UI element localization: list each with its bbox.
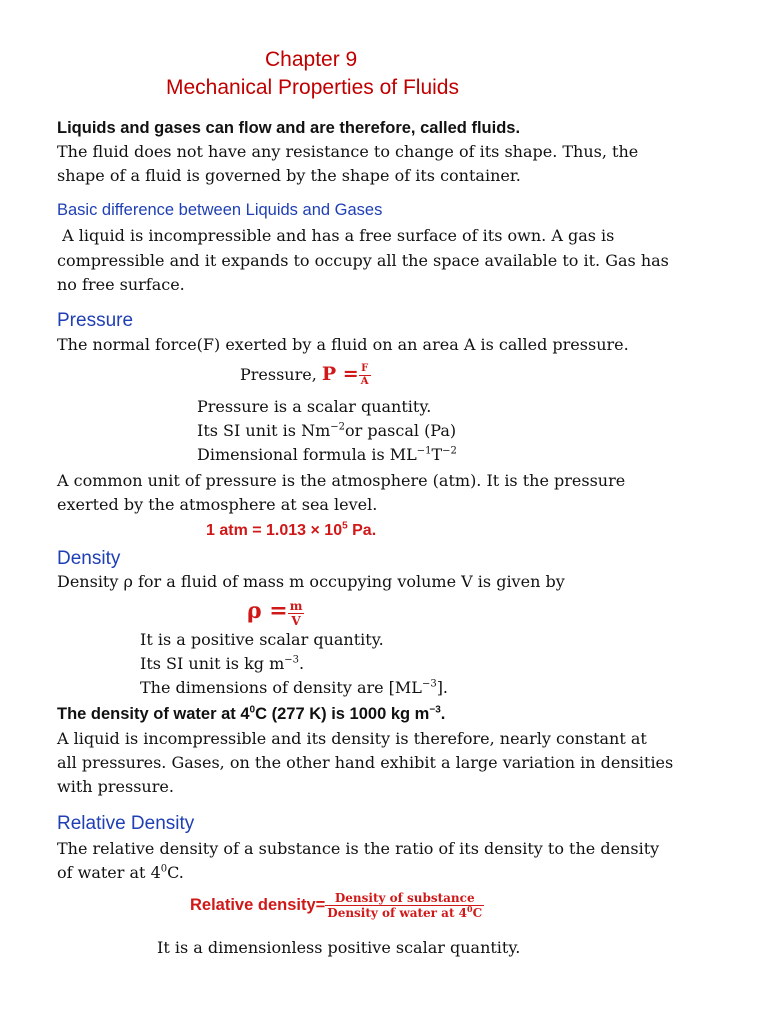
relative-density-denominator [325,906,484,919]
basic-line-1: A liquid is incompressible and has a free surface of its own. A gas is [57,226,615,245]
pressure-definition: The normal force(F) exerted by a fluid on an area A is called pressure. [57,335,629,354]
density-scalar-note: It is a positive scalar quantity. [140,630,384,649]
pressure-dim-exponent-1: −1 [416,445,432,457]
density-definition: Density ρ for a fluid of mass m occupying volume V is given by [57,572,565,591]
intro-line-2: shape of a fluid is governed by the shape of its container. [57,166,521,185]
relative-line-2-unit: C. [167,863,184,882]
pressure-formula-label: Pressure, [240,365,322,384]
pressure-fraction [359,364,371,387]
density-si-text: Its SI unit is kg m [140,654,285,673]
water-density-period: . [440,705,446,723]
density-line-3: with pressure. [57,777,174,796]
pressure-formula-lhs: P = [321,363,359,385]
basic-difference-heading: Basic difference between Liquids and Gases [57,201,383,219]
pressure-si-exponent: −2 [330,421,345,433]
pressure-dim-exponent-2: −2 [442,445,457,457]
atm-equation-text: 1 atm = 1.013 × 10 [206,522,343,539]
relative-density-denominator-degree: 0 [467,904,473,914]
water-density-degree: 0 [249,704,256,716]
basic-line-3: no free surface. [57,275,185,294]
atm-equation [206,521,376,541]
pressure-dim-t: T [431,445,443,464]
pressure-scalar-note: Pressure is a scalar quantity. [197,397,432,416]
density-dimensions [140,678,448,698]
relative-density-formula [190,884,484,926]
pressure-formula [240,355,371,394]
atm-equation-unit: Pa. [347,522,377,539]
intro-bold-statement: Liquids and gases can flow and are therefore, called fluids. [57,119,521,137]
water-density-value: C (277 K) is 1000 kg m [255,705,430,723]
density-dim-text: The dimensions of density are [ML [140,678,422,697]
relative-density-note: It is a dimensionless positive scalar quantity. [157,938,521,957]
intro-line-1: The fluid does not have any resistance to change of its shape. Thus, the [57,142,639,161]
density-dim-exponent: −3 [421,678,437,690]
pressure-heading: Pressure [57,310,134,331]
relative-line-2-degree: 0 [160,863,168,875]
density-heading: Density [57,548,121,569]
relative-density-heading: Relative Density [57,813,195,834]
density-si-post: . [299,654,305,673]
density-si-exponent: −3 [284,654,300,666]
pressure-dim-text: Dimensional formula is ML [197,445,417,464]
water-density-text: The density of water at 4 [57,705,250,723]
pressure-si-unit [197,421,456,441]
density-line-2: all pressures. Gases, on the other hand exhibit a large variation in densities [57,753,674,772]
density-dim-post: ]. [436,678,449,697]
relative-density-numerator: Density of substance [325,892,484,906]
density-formula-lhs: ρ = [247,598,288,624]
relative-density-lhs: Relative density= [190,896,326,914]
atm-line-1: A common unit of pressure is the atmosphere (atm). It is the pressure [57,471,626,490]
density-fraction [288,600,305,627]
relative-line-1: The relative density of a substance is the ratio of its density to the density [57,839,660,858]
relative-line-2 [57,863,184,883]
pressure-si-post: or pascal (Pa) [345,421,457,440]
pressure-dimensional-formula [197,445,457,465]
density-formula [247,591,304,633]
relative-density-denominator-unit: C [472,906,483,920]
pressure-si-text: Its SI unit is Nm [197,421,331,440]
relative-density-fraction [325,892,484,919]
density-fraction-denominator: V [291,614,301,628]
pressure-fraction-denominator: A [360,376,369,387]
chapter-title: Mechanical Properties of Fluids [166,76,459,99]
density-fraction-numerator: m [289,599,303,613]
atm-equation-exponent: 5 [342,520,348,532]
water-density-exponent: −3 [429,704,441,716]
basic-line-2: compressible and it expands to occupy all the space available to it. Gas has [57,251,669,270]
relative-line-2-text: of water at 4 [57,863,161,882]
density-si-unit [140,654,304,674]
atm-line-2: exerted by the atmosphere at sea level. [57,495,378,514]
relative-density-denominator-text: Density of water at 4 [327,906,468,920]
density-line-1: A liquid is incompressible and its density is therefore, nearly constant at [57,729,647,748]
pressure-fraction-numerator: F [359,364,371,376]
water-density-statement [57,704,445,724]
chapter-number: Chapter 9 [265,48,358,71]
